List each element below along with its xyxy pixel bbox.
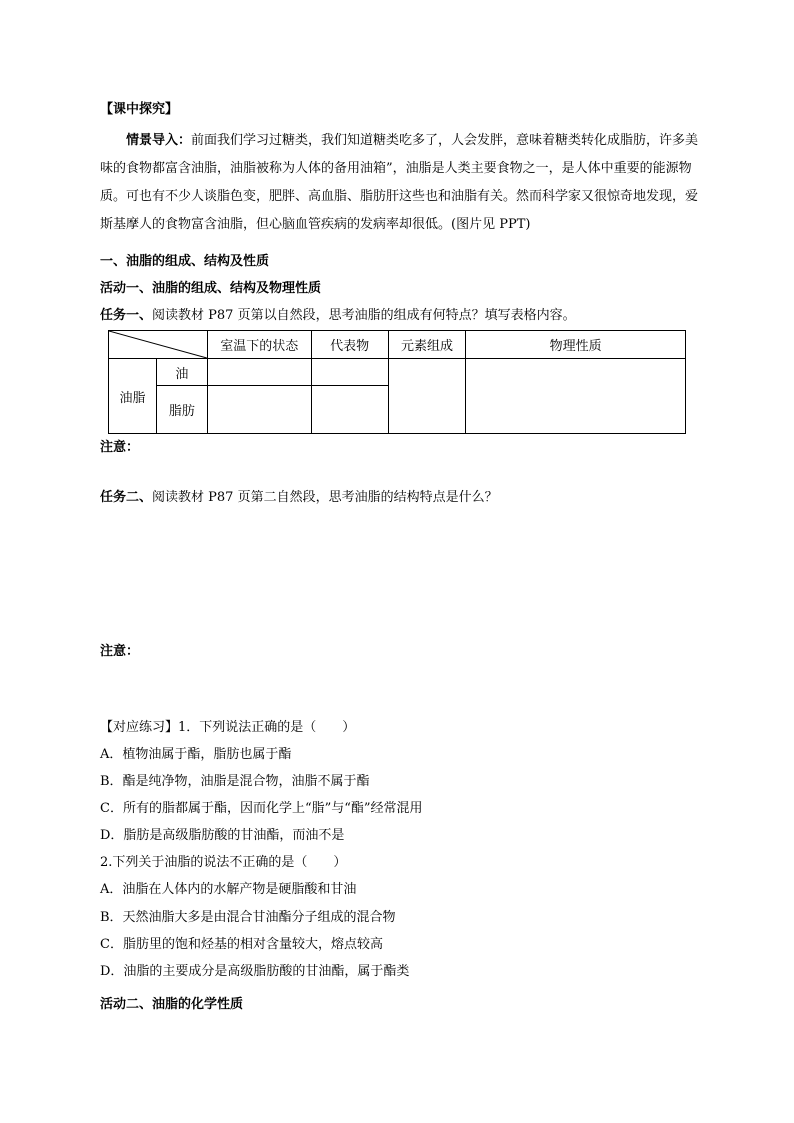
- task-2: [100, 486, 498, 505]
- q1-option-b: B．酯是纯净物，油脂是混合物，油脂不属于酯: [100, 774, 370, 789]
- intro-paragraph: [100, 127, 700, 239]
- task-2-label: 任务二、: [100, 490, 153, 505]
- table-row-label-fat: 脂肪: [156, 386, 207, 434]
- q1-option-a: A．植物油属于酯，脂肪也属于酯: [100, 747, 292, 762]
- table-header-elements: 元素组成: [388, 331, 466, 359]
- task-1-label: 任务一、: [100, 308, 153, 323]
- task-1-text: 阅读教材 P87 页第以自然段，思考油脂的组成有何特点？填写表格内容。: [152, 308, 576, 323]
- table-row-group: 油脂: [109, 359, 157, 434]
- table-cell-blank[interactable]: [311, 359, 388, 386]
- table-cell-blank[interactable]: [207, 359, 311, 386]
- activity-2-title: 活动二、油脂的化学性质: [100, 997, 244, 1012]
- table-header-example: 代表物: [311, 331, 388, 359]
- exercise-q2: 2.下列关于油脂的说法不正确的是（ ）: [100, 855, 347, 870]
- note-1: 注意：: [100, 440, 140, 455]
- table-cell-blank[interactable]: [207, 386, 311, 434]
- composition-table: [108, 330, 686, 434]
- task-2-text: 阅读教材 P87 页第二自然段，思考油脂的结构特点是什么？: [152, 490, 498, 505]
- table-cell-blank[interactable]: [466, 359, 686, 434]
- table-cell-blank[interactable]: [388, 359, 466, 434]
- q1-option-c: C．所有的脂都属于酯，因而化学上“脂”与“酯”经常混用: [100, 801, 423, 816]
- intro-text: 前面我们学习过糖类，我们知道糖类吃多了，人会发胖，意味着糖类转化成脂肪，许多美味的食物都富含油脂，油脂被称为人体的备用油箱”，油脂是人类主要食物之一，是人体中重要的能源物质。可也有不少人谈脂色变，肥胖、高血脂、脂肪肝这些也和油脂有关。然而科学家又很惊奇地发现，爱斯基摩人的食物富含油脂，但心脑血管疾病的发病率却很低。(图片见 PPT): [100, 133, 699, 232]
- section-title-1: 一、油脂的组成、结构及性质: [100, 254, 270, 269]
- activity-1-title: 活动一、油脂的组成、结构及物理性质: [100, 281, 322, 296]
- table-row-label-oil: 油: [156, 359, 207, 386]
- q2-option-c: C．脂肪里的饱和烃基的相对含量较大，熔点较高: [100, 937, 383, 952]
- q1-option-d: D．脂肪是高级脂肪酸的甘油酯，而油不是: [100, 828, 345, 843]
- table-corner-cell: [109, 331, 208, 359]
- section-heading: 【课中探究】: [100, 102, 179, 117]
- q2-option-d: D．油脂的主要成分是高级脂肪酸的甘油酯，属于酯类: [100, 964, 410, 979]
- note-2: 注意：: [100, 644, 140, 659]
- intro-label: 情景导入：: [126, 133, 192, 148]
- exercise-q1: 【对应练习】1．下列说法正确的是（ ）: [100, 720, 356, 735]
- task-1: [100, 304, 576, 323]
- q2-option-b: B．天然油脂大多是由混合甘油酯分子组成的混合物: [100, 910, 396, 925]
- table-cell-blank[interactable]: [311, 386, 388, 434]
- table-header-physical: 物理性质: [466, 331, 686, 359]
- q2-option-a: A．油脂在人体内的水解产物是硬脂酸和甘油: [100, 882, 357, 897]
- diagonal-line: [109, 331, 207, 358]
- table-header-state: 室温下的状态: [207, 331, 311, 359]
